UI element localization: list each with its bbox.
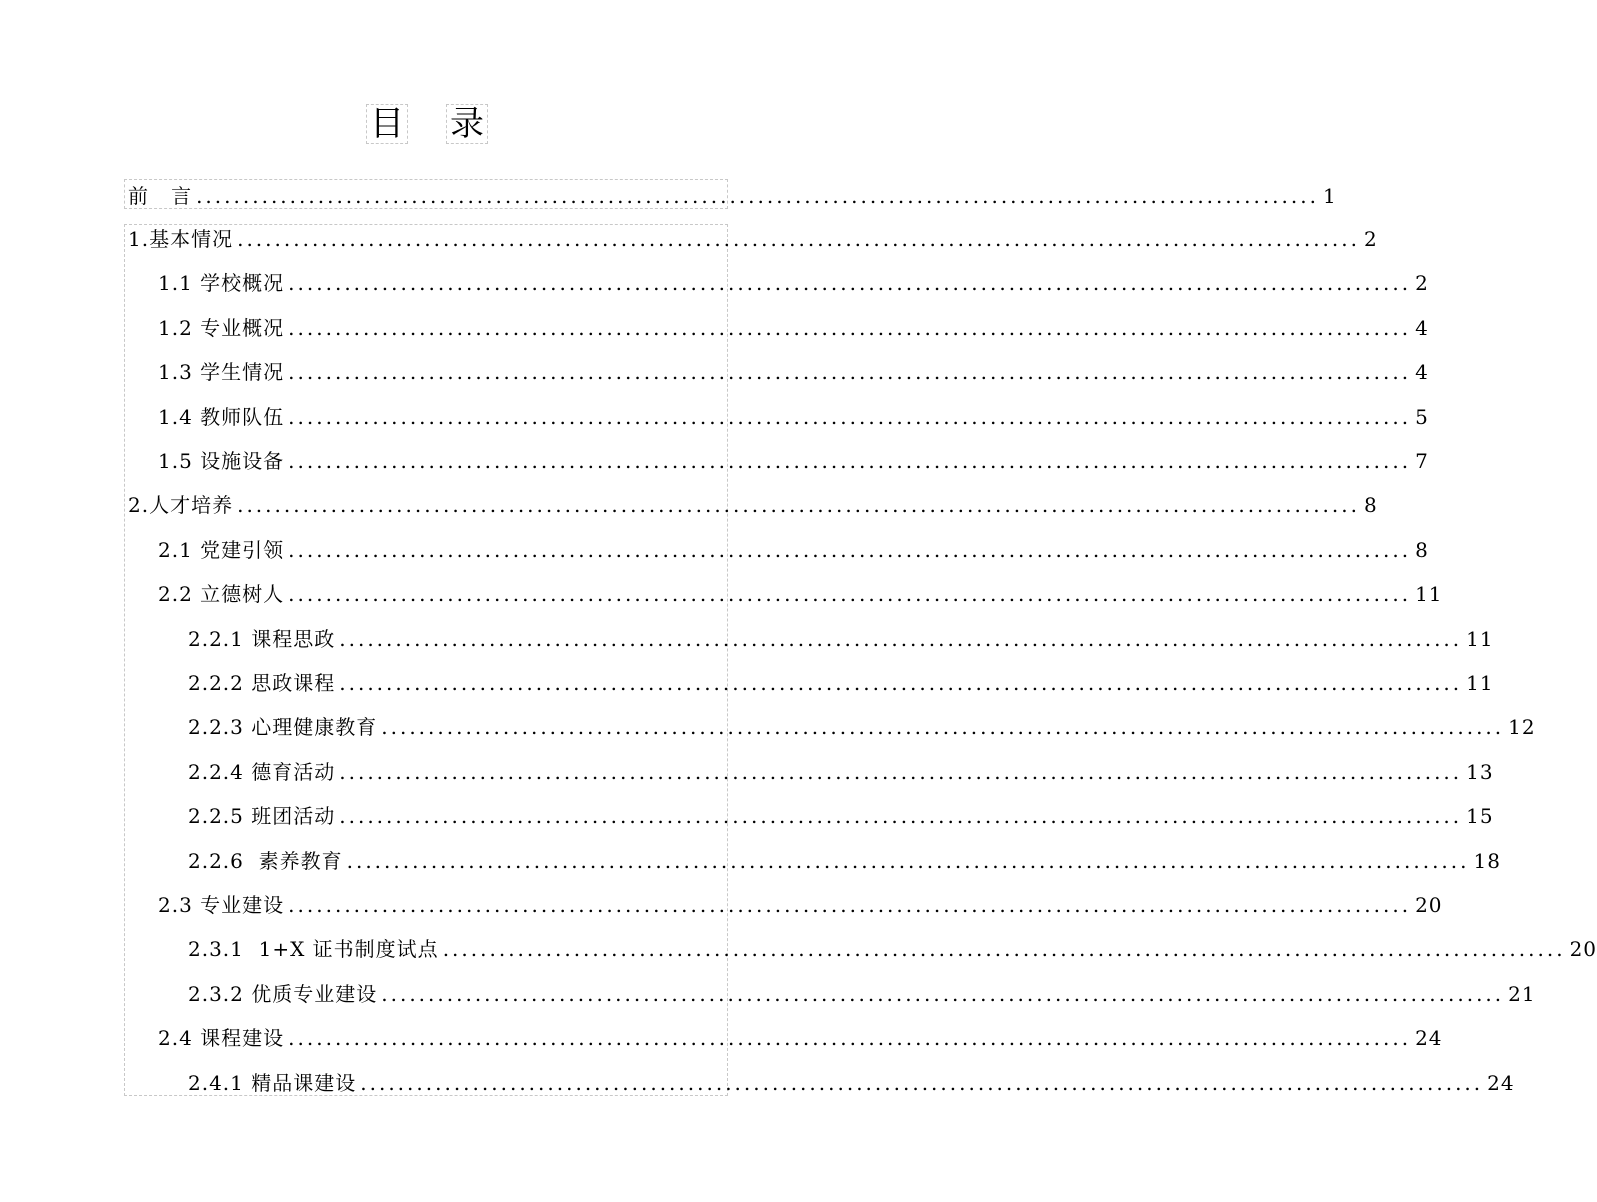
toc-leader-dots: ........................................................................................................................ <box>288 582 1412 607</box>
toc-entry-label: 1.2 专业概况 <box>158 315 285 340</box>
toc-entry-page: 2 <box>1415 271 1429 296</box>
toc-entry-page: 11 <box>1415 582 1443 607</box>
toc-entry-page: 15 <box>1466 804 1494 829</box>
toc-entry-page: 12 <box>1508 715 1536 740</box>
toc-entry[interactable] <box>188 666 1494 696</box>
toc-entry[interactable] <box>188 622 1494 652</box>
toc-leader-dots: ........................................................................................................................ <box>360 1070 1484 1095</box>
toc-entry[interactable] <box>158 400 1429 430</box>
toc-entry[interactable] <box>158 888 1443 918</box>
toc-leader-dots: ........................................................................................................................ <box>381 981 1505 1006</box>
toc-leader-dots: ........................................................................................................................ <box>288 404 1412 429</box>
toc-entry-page: 7 <box>1415 449 1429 473</box>
toc-leader-dots: ........................................................................................................................ <box>288 271 1412 296</box>
toc-entry-page: 11 <box>1466 626 1494 651</box>
toc-entry-page: 8 <box>1415 537 1429 562</box>
toc-entry-preface[interactable] <box>128 179 1337 209</box>
toc-entry-label: 2.3.2 优质专业建设 <box>188 981 378 1006</box>
toc-leader-dots: ........................................................................................................................ <box>442 937 1566 962</box>
toc-entry[interactable] <box>158 533 1429 563</box>
toc-entry[interactable] <box>158 577 1443 607</box>
toc-entry-page: 4 <box>1415 360 1429 385</box>
toc-entry-label: 1.3 学生情况 <box>158 360 285 385</box>
toc-entry-page: 1 <box>1322 184 1337 208</box>
toc-entry[interactable] <box>188 799 1494 829</box>
toc-entry[interactable] <box>188 710 1536 740</box>
toc-entry-label: 前 言 <box>128 184 193 208</box>
toc-leader-dots: ........................................................................................................................ <box>288 449 1412 473</box>
toc-entry[interactable] <box>158 311 1429 341</box>
title-char-2: 录 <box>446 104 488 144</box>
toc-entry-label: 1.5 设施设备 <box>158 449 285 473</box>
toc-entry[interactable] <box>188 844 1501 874</box>
toc-entry-page: 24 <box>1487 1070 1515 1095</box>
toc-entry-page: 11 <box>1466 671 1494 695</box>
toc-entry-label: 1.基本情况 <box>128 227 234 251</box>
toc-entry-label: 2.3 专业建设 <box>158 893 285 917</box>
toc-entry-page: 5 <box>1415 404 1429 429</box>
toc-entry-page: 20 <box>1569 937 1597 962</box>
toc-entry-label: 2.1 党建引领 <box>158 537 285 562</box>
toc-entry-page: 4 <box>1415 315 1429 340</box>
toc-entry-page: 21 <box>1508 981 1536 1006</box>
toc-entry-label: 2.2.1 课程思政 <box>188 626 336 651</box>
toc-leader-dots: ........................................................................................................................ <box>288 360 1412 385</box>
toc-entry[interactable] <box>188 932 1597 962</box>
toc-leader-dots: ........................................................................................................................ <box>339 626 1463 651</box>
toc-entry-label: 2.2.4 德育活动 <box>188 759 336 784</box>
toc-entry[interactable] <box>188 977 1536 1007</box>
toc-entry-label: 2.2.3 心理健康教育 <box>188 715 378 740</box>
toc-leader-dots: ........................................................................................................................ <box>237 493 1360 518</box>
toc-leader-dots: ........................................................................................................................ <box>196 184 1319 208</box>
toc-entry-label: 2.2 立德树人 <box>158 582 285 607</box>
toc-entry-page: 18 <box>1473 848 1501 873</box>
toc-leader-dots: ........................................................................................................................ <box>339 759 1463 784</box>
toc-entry-label: 2.人才培养 <box>128 493 234 518</box>
toc-entry-label: 1.4 教师队伍 <box>158 404 285 429</box>
toc-entry-label: 1.1 学校概况 <box>158 271 285 296</box>
toc-entry[interactable] <box>158 266 1429 296</box>
toc-entry[interactable] <box>188 1066 1515 1096</box>
toc-leader-dots: ........................................................................................................................ <box>288 1026 1412 1051</box>
toc-entry-page: 20 <box>1415 893 1443 917</box>
toc-entry-label: 2.4.1 精品课建设 <box>188 1070 357 1095</box>
toc-entry[interactable] <box>128 222 1378 252</box>
toc-entry-label: 2.4 课程建设 <box>158 1026 285 1051</box>
toc-entry-label: 2.2.2 思政课程 <box>188 671 336 695</box>
toc-entry-label: 2.2.6 素养教育 <box>188 848 343 873</box>
toc-leader-dots: ........................................................................................................................ <box>346 848 1470 873</box>
toc-leader-dots: ........................................................................................................................ <box>288 315 1412 340</box>
toc-entry-label: 2.3.1 1+X 证书制度试点 <box>188 937 439 962</box>
toc-entry[interactable] <box>158 355 1429 385</box>
toc-entry-page: 2 <box>1363 227 1378 251</box>
toc-entry[interactable] <box>158 444 1429 474</box>
toc-entry-page: 13 <box>1466 759 1494 784</box>
toc-leader-dots: ........................................................................................................................ <box>381 715 1505 740</box>
toc-leader-dots: ........................................................................................................................ <box>339 671 1463 695</box>
toc-entry-page: 24 <box>1415 1026 1443 1051</box>
toc-entry-page: 8 <box>1363 493 1378 518</box>
toc-entry[interactable] <box>158 1021 1443 1051</box>
toc-entry-label: 2.2.5 班团活动 <box>188 804 336 829</box>
toc-leader-dots: ........................................................................................................................ <box>339 804 1463 829</box>
title-char-1: 目 <box>366 104 408 144</box>
toc-leader-dots: ........................................................................................................................ <box>288 893 1412 917</box>
toc-leader-dots: ........................................................................................................................ <box>237 227 1360 251</box>
toc-entry[interactable] <box>188 755 1494 785</box>
toc-leader-dots: ........................................................................................................................ <box>288 537 1412 562</box>
toc-entry[interactable] <box>128 488 1378 518</box>
